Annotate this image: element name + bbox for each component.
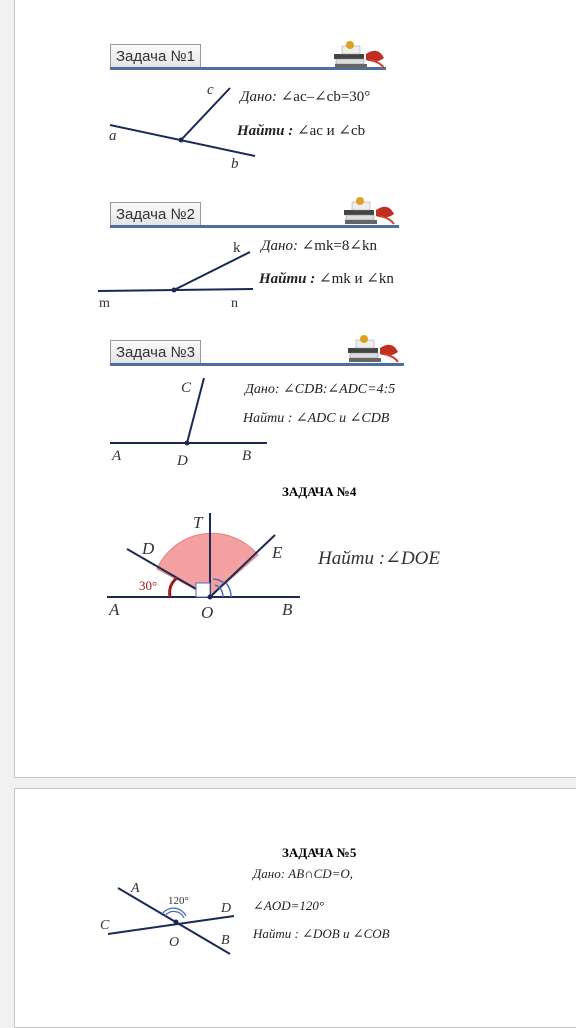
task1-find-expr: ∠ac и ∠cb — [297, 123, 366, 139]
task2-label-m: m — [99, 296, 110, 311]
task5-angle-label: 120° — [168, 895, 189, 907]
task1-tab: Задача №1 — [110, 44, 201, 68]
task2-vertex — [172, 288, 177, 293]
task4-find-label: Найти : — [318, 548, 386, 569]
task5-label-o: O — [169, 935, 180, 950]
task2-given — [261, 236, 377, 255]
task5-vertex — [174, 920, 179, 925]
task2-given-label: Дано: — [261, 238, 298, 254]
books-icon — [342, 334, 402, 364]
task5-find-label: Найти : — [253, 926, 299, 941]
task2-find-expr: ∠mk и ∠kn — [319, 271, 394, 287]
task3-label-a: A — [112, 448, 122, 464]
task1-given-label: Дано: — [240, 89, 277, 105]
task5-given-1: Дано: AB∩CD=O, — [253, 866, 354, 881]
task3-label-d: D — [177, 453, 188, 469]
task4-arc-mark-1 — [219, 587, 223, 597]
task1-find-label: Найти : — [237, 123, 294, 139]
task3-find-label: Найти : — [243, 411, 293, 426]
task4-right-angle-mark — [196, 583, 210, 597]
task2-find-label: Найти : — [259, 271, 316, 287]
task2-given-expr: ∠mk=8∠kn — [301, 238, 377, 254]
task5-label-c: C — [100, 918, 110, 933]
task4-find — [318, 547, 440, 570]
task3-label-c: C — [181, 380, 192, 396]
task3-find — [243, 410, 389, 427]
task1-find — [237, 121, 365, 140]
task5-given-2: ∠AOD=120° — [253, 898, 325, 913]
task4-label-t: T — [193, 513, 203, 532]
task1-vertex — [179, 138, 184, 143]
task3-label-b: B — [242, 448, 252, 464]
task5-label-a: A — [131, 881, 140, 896]
task4-angle-30-mark — [170, 578, 177, 597]
task1-ray-c — [181, 88, 230, 140]
task4-find-expr: ∠DOE — [385, 548, 440, 569]
task4-label-e: E — [272, 543, 283, 562]
task2-find — [259, 269, 394, 288]
task2-figure — [95, 238, 265, 313]
task1-label-c: c — [207, 82, 214, 98]
task5-figure — [98, 876, 248, 956]
task5-label-d: D — [221, 901, 232, 916]
task2-label-k: k — [233, 240, 241, 256]
task3-tab: Задача №3 — [110, 340, 201, 364]
task5-find-expr: ∠DOB и ∠COB — [302, 926, 390, 941]
books-icon — [330, 40, 386, 70]
task4-arc-mark-2 — [226, 583, 231, 597]
task4-vertex — [208, 595, 213, 600]
task4-label-b: B — [282, 600, 293, 619]
task4-label-a: A — [109, 600, 120, 619]
task4-figure — [105, 505, 305, 625]
task2-label-n: n — [231, 296, 238, 311]
task1-given — [240, 87, 370, 106]
task5-title: ЗАДАЧА №5 — [282, 845, 357, 860]
task1-given-expr: ∠ac–∠cb=30° — [280, 89, 371, 105]
task4-label-o: O — [201, 603, 214, 622]
task2-tab: Задача №2 — [110, 202, 201, 226]
task4-angle-label: 30° — [139, 578, 158, 593]
task1-label-a: a — [109, 128, 117, 144]
task3-find-expr: ∠ADC и ∠CDB — [295, 411, 390, 426]
books-icon — [338, 196, 398, 226]
task4-title: ЗАДАЧА №4 — [282, 484, 357, 499]
task3-given — [245, 381, 395, 398]
task3-given-expr: ∠CDB:∠ADC=4:5 — [283, 382, 396, 397]
task5-find — [253, 926, 390, 942]
task1-label-b: b — [231, 156, 239, 172]
task3-given-label: Дано: — [245, 382, 280, 397]
task3-vertex — [185, 441, 190, 446]
task2-ray-k — [174, 252, 250, 290]
task4-label-d: D — [142, 539, 155, 558]
task5-label-b: B — [221, 933, 230, 948]
